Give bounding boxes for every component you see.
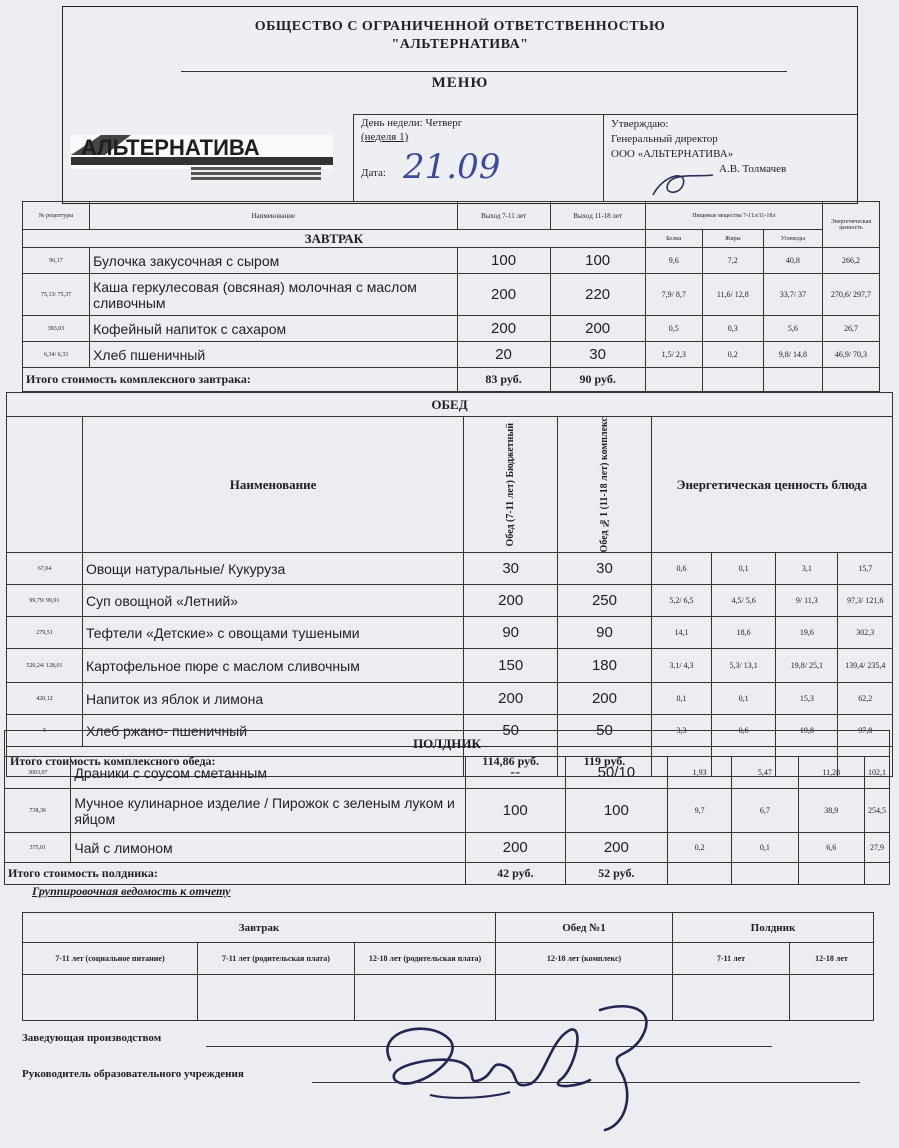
approver-name: А.В. Толмачев bbox=[719, 163, 787, 175]
dish-name: Чай с лимоном bbox=[71, 833, 465, 863]
table-row bbox=[23, 274, 880, 316]
energy-value: 26,7 bbox=[822, 316, 879, 342]
portion-7-11: 200 bbox=[464, 683, 558, 715]
col-head-energy-value: Энергетическая ценность блюда bbox=[651, 417, 892, 553]
section-snack: ПОЛДНИК bbox=[5, 731, 890, 757]
org-title-line2: "АЛЬТЕРНАТИВА" bbox=[391, 37, 529, 52]
protein-value: 1,5/ 2,3 bbox=[645, 342, 702, 368]
energy-value: 270,6/ 297,7 bbox=[822, 274, 879, 316]
carb-value: 19,8/ 25,1 bbox=[776, 649, 838, 683]
dish-name: Хлеб ржано- пшеничный bbox=[82, 715, 463, 747]
summary-title: Группировочная ведомость к отчету bbox=[32, 884, 231, 898]
summary-b2: 7-11 лет (родительская плата) bbox=[198, 943, 355, 975]
table-row bbox=[5, 757, 890, 789]
total-row bbox=[5, 863, 890, 885]
col-head-carb: Углеводы bbox=[763, 230, 822, 248]
snack-total-11-18: 52 руб. bbox=[565, 863, 667, 885]
table-row bbox=[23, 342, 880, 368]
portion-7-11: 90 bbox=[464, 617, 558, 649]
header-underline bbox=[181, 71, 787, 72]
table-row bbox=[5, 789, 890, 833]
summary-cell bbox=[790, 975, 874, 1021]
carb-value: 6,6 bbox=[798, 833, 864, 863]
energy-value: 15,7 bbox=[838, 553, 893, 585]
portion-7-11: 30 bbox=[464, 553, 558, 585]
recipe-number: 67,04 bbox=[7, 553, 83, 585]
portion-7-11: 100 bbox=[465, 789, 565, 833]
summary-lunch: Обед №1 bbox=[496, 913, 673, 943]
summary-b1: 7-11 лет (социальное питание) bbox=[23, 943, 198, 975]
portion-7-11: 200 bbox=[457, 316, 550, 342]
section-breakfast: ЗАВТРАК bbox=[23, 230, 646, 248]
summary-cell bbox=[23, 975, 198, 1021]
energy-value: 254,5 bbox=[865, 789, 890, 833]
col-head-energy: Энергетическая ценность bbox=[822, 202, 879, 248]
production-head-label: Заведующая производством bbox=[22, 1032, 162, 1044]
portion-11-18: 200 bbox=[565, 833, 667, 863]
dish-name: Суп овощной «Летний» bbox=[82, 585, 463, 617]
recipe-number: 383,03 bbox=[23, 316, 90, 342]
summary-l1: 12-18 лет (комплекс) bbox=[496, 943, 673, 975]
portion-7-11: 200 bbox=[464, 585, 558, 617]
col-head-lunch-budget: Обед (7-11 лет) Бюджетный bbox=[505, 422, 517, 547]
recipe-number: 420,12 bbox=[7, 683, 83, 715]
approve-line: Генеральный директор bbox=[611, 133, 718, 145]
energy-value: 97,8 bbox=[838, 715, 893, 747]
day-of-week-label: День недели: Четверг bbox=[361, 117, 463, 129]
col-head-nutrients: Пищевые вещества 7-11л/11-18л bbox=[645, 202, 822, 230]
energy-value: 62,2 bbox=[838, 683, 893, 715]
lunch-total-complex: 119 руб. bbox=[558, 747, 652, 777]
recipe-number: 279,51 bbox=[7, 617, 83, 649]
portion-7-11: 200 bbox=[457, 274, 550, 316]
col-head-out2: Выход 11-18 лет bbox=[550, 202, 645, 230]
handwritten-signature bbox=[370, 1000, 670, 1140]
fat-value: 18,6 bbox=[712, 617, 776, 649]
protein-value: 3,1/ 4,3 bbox=[651, 649, 711, 683]
portion-7-11: 100 bbox=[457, 248, 550, 274]
table-row bbox=[7, 617, 893, 649]
fat-value: 0,6 bbox=[712, 715, 776, 747]
fat-value: 5,47 bbox=[732, 757, 798, 789]
protein-value: 0,2 bbox=[667, 833, 731, 863]
recipe-number: 6,34/ 6,33 bbox=[23, 342, 90, 368]
portion-7-11: 150 bbox=[464, 649, 558, 683]
recipe-number: 520,24/ 128,01 bbox=[7, 649, 83, 683]
approve-line: Утверждаю: bbox=[611, 118, 669, 130]
portion-11-18: 30 bbox=[550, 342, 645, 368]
table-row bbox=[7, 585, 893, 617]
director-signature bbox=[648, 167, 718, 201]
school-head-label: Руководитель образовательного учреждения bbox=[22, 1068, 244, 1080]
portion-7-11: 20 bbox=[457, 342, 550, 368]
portion-7-11: 200 bbox=[465, 833, 565, 863]
table-row bbox=[7, 683, 893, 715]
date-label: Дата: bbox=[361, 167, 386, 179]
energy-value: 27,9 bbox=[865, 833, 890, 863]
header-divider bbox=[603, 114, 604, 202]
fat-value: 11,6/ 12,8 bbox=[702, 274, 763, 316]
portion-11-18: 100 bbox=[550, 248, 645, 274]
recipe-number: 3003,07 bbox=[5, 757, 71, 789]
carb-value: 11,28 bbox=[798, 757, 864, 789]
carb-value: 33,7/ 37 bbox=[763, 274, 822, 316]
col-head-protein: Белки bbox=[645, 230, 702, 248]
section-lunch: ОБЕД bbox=[7, 393, 893, 417]
approve-line: ООО «АЛЬТЕРНАТИВА» bbox=[611, 148, 734, 160]
breakfast-total-11-18: 90 руб. bbox=[550, 368, 645, 392]
col-head-recipe: № рецептуры bbox=[23, 202, 90, 230]
carb-value: 5,6 bbox=[763, 316, 822, 342]
energy-value: 266,2 bbox=[822, 248, 879, 274]
breakfast-table bbox=[22, 201, 880, 392]
dish-name: Булочка закусочная с сыром bbox=[90, 248, 457, 274]
protein-value: 9,6 bbox=[645, 248, 702, 274]
snack-table bbox=[4, 730, 890, 885]
portion-11-18: 30 bbox=[558, 553, 652, 585]
header-grid-line bbox=[353, 114, 857, 115]
carb-value: 19,6 bbox=[776, 617, 838, 649]
table-row bbox=[7, 553, 893, 585]
document-header bbox=[62, 6, 858, 204]
summary-breakfast: Завтрак bbox=[23, 913, 496, 943]
carb-value: 19,8 bbox=[776, 715, 838, 747]
protein-value: 0,1 bbox=[651, 683, 711, 715]
protein-value: 14,1 bbox=[651, 617, 711, 649]
lunch-table bbox=[6, 392, 893, 777]
table-row bbox=[5, 833, 890, 863]
summary-s1: 7-11 лет bbox=[673, 943, 790, 975]
dish-name: Хлеб пшеничный bbox=[90, 342, 457, 368]
breakfast-total-label: Итого стоимость комплексного завтрака: bbox=[23, 368, 458, 392]
carb-value: 15,3 bbox=[776, 683, 838, 715]
dish-name: Кофейный напиток с сахаром bbox=[90, 316, 457, 342]
protein-value: 7,9/ 8,7 bbox=[645, 274, 702, 316]
summary-b3: 12-18 лет (родительская плата) bbox=[355, 943, 496, 975]
carb-value: 38,9 bbox=[798, 789, 864, 833]
snack-total-label: Итого стоимость полдника: bbox=[5, 863, 466, 885]
portion-7-11: -- bbox=[465, 757, 565, 789]
protein-value: 5,2/ 6,5 bbox=[651, 585, 711, 617]
snack-total-7-11: 42 руб. bbox=[465, 863, 565, 885]
fat-value: 0,1 bbox=[712, 683, 776, 715]
energy-value: 102,1 bbox=[865, 757, 890, 789]
handwritten-date: 21.09 bbox=[403, 147, 501, 187]
recipe-number: 5 bbox=[7, 715, 83, 747]
company-logo bbox=[71, 127, 333, 185]
lunch-total-label: Итого стоимость комплексного обеда: bbox=[7, 747, 464, 777]
energy-value: 139,4/ 235,4 bbox=[838, 649, 893, 683]
energy-value: 97,3/ 121,6 bbox=[838, 585, 893, 617]
dish-name: Овощи натуральные/ Кукуруза bbox=[82, 553, 463, 585]
col-head-name: Наименование bbox=[90, 202, 457, 230]
fat-value: 6,7 bbox=[732, 789, 798, 833]
portion-11-18: 50/10 bbox=[565, 757, 667, 789]
recipe-number: 99,79/ 99,91 bbox=[7, 585, 83, 617]
portion-11-18: 90 bbox=[558, 617, 652, 649]
fat-value: 0,1 bbox=[712, 553, 776, 585]
carb-value: 9/ 11,3 bbox=[776, 585, 838, 617]
logo-text: АЛЬТЕРНАТИВА bbox=[81, 135, 260, 160]
protein-value: 0,5 bbox=[645, 316, 702, 342]
col-head-name: Наименование bbox=[82, 417, 463, 553]
lunch-total-budget: 114,86 руб. bbox=[464, 747, 558, 777]
portion-7-11: 50 bbox=[464, 715, 558, 747]
dish-name: Мучное кулинарное изделие / Пирожок с зеленым луком и яйцом bbox=[71, 789, 465, 833]
dish-name: Драники с соусом сметанным bbox=[71, 757, 465, 789]
col-head-fat: Жиры bbox=[702, 230, 763, 248]
carb-value: 40,8 bbox=[763, 248, 822, 274]
protein-value: 0,6 bbox=[651, 553, 711, 585]
portion-11-18: 180 bbox=[558, 649, 652, 683]
week-label: (неделя 1) bbox=[361, 131, 409, 143]
fat-value: 5,3/ 13,1 bbox=[712, 649, 776, 683]
recipe-number: 96,17 bbox=[23, 248, 90, 274]
table-row bbox=[23, 248, 880, 274]
dish-name: Каша геркулесовая (овсяная) молочная с маслом сливочным bbox=[90, 274, 457, 316]
summary-cell bbox=[198, 975, 355, 1021]
fat-value: 0,2 bbox=[702, 342, 763, 368]
carb-value: 3,1 bbox=[776, 553, 838, 585]
col-head-out1: Выход 7-11 лет bbox=[457, 202, 550, 230]
dish-name: Картофельное пюре с маслом сливочным bbox=[82, 649, 463, 683]
energy-value: 302,3 bbox=[838, 617, 893, 649]
table-row bbox=[23, 316, 880, 342]
fat-value: 0,3 bbox=[702, 316, 763, 342]
portion-11-18: 200 bbox=[558, 683, 652, 715]
table-row bbox=[7, 649, 893, 683]
energy-value: 46,9/ 70,3 bbox=[822, 342, 879, 368]
portion-11-18: 220 bbox=[550, 274, 645, 316]
summary-cell bbox=[673, 975, 790, 1021]
fat-value: 4,5/ 5,6 bbox=[712, 585, 776, 617]
protein-value: 9,7 bbox=[667, 789, 731, 833]
breakfast-total-7-11: 83 руб. bbox=[457, 368, 550, 392]
portion-11-18: 200 bbox=[550, 316, 645, 342]
fat-value: 7,2 bbox=[702, 248, 763, 274]
protein-value: 3,3 bbox=[651, 715, 711, 747]
summary-s2: 12-18 лет bbox=[790, 943, 874, 975]
carb-value: 9,8/ 14,8 bbox=[763, 342, 822, 368]
portion-11-18: 50 bbox=[558, 715, 652, 747]
fat-value: 0,1 bbox=[732, 833, 798, 863]
org-title-line1: ОБЩЕСТВО С ОГРАНИЧЕННОЙ ОТВЕТСТВЕННОСТЬЮ bbox=[254, 19, 666, 34]
total-row bbox=[23, 368, 880, 392]
menu-title: МЕНЮ bbox=[431, 75, 489, 91]
dish-name: Тефтели «Детские» с овощами тушеными bbox=[82, 617, 463, 649]
protein-value: 1,93 bbox=[667, 757, 731, 789]
recipe-number: 75,13/ 75,37 bbox=[23, 274, 90, 316]
portion-11-18: 100 bbox=[565, 789, 667, 833]
recipe-number: 738,36 bbox=[5, 789, 71, 833]
summary-snack: Полдник bbox=[673, 913, 874, 943]
header-divider bbox=[353, 114, 354, 202]
portion-11-18: 250 bbox=[558, 585, 652, 617]
dish-name: Напиток из яблок и лимона bbox=[82, 683, 463, 715]
col-head-lunch-complex: Обед №1 (11-18 лет) комплекс bbox=[598, 417, 610, 553]
recipe-number: 375,01 bbox=[5, 833, 71, 863]
